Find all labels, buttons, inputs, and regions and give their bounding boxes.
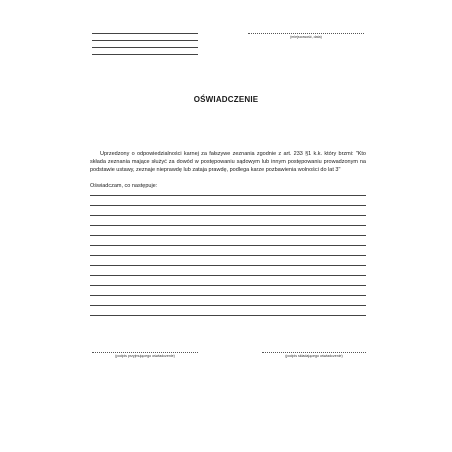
signature-right-caption: (podpis składającego oświadczenie) [285,354,343,358]
address-line [92,47,198,48]
statement-line[interactable] [90,215,366,216]
address-line [92,40,198,41]
statement-line[interactable] [90,295,366,296]
signature-right-line [262,352,366,353]
statement-line[interactable] [90,275,366,276]
statement-line[interactable] [90,205,366,206]
address-line [92,54,198,55]
statement-line[interactable] [90,285,366,286]
statement-line[interactable] [90,245,366,246]
place-date-caption: (miejscowość, data) [290,35,322,39]
address-line [92,33,198,34]
statement-line[interactable] [90,305,366,306]
statement-line[interactable] [90,315,366,316]
statement-line[interactable] [90,255,366,256]
document-title: OŚWIADCZENIE [193,95,259,104]
statement-line[interactable] [90,225,366,226]
legal-paragraph: Uprzedzony o odpowiedzialności karnej za fałszywe zeznania zgodnie z art. 233 §1 k.k. który brzmi: "Kto składa zeznania mające służyć za dowód w postępowaniu sądowym lub innym postępowaniu prowadzonym na podstawie ustawy, zeznaje nieprawdę lub zataja prawdę, podlega karze pozbawienia wolności do lat 3" [90,151,366,173]
statement-intro: Oświadczam, co następuje: [90,183,158,189]
signature-left-line [92,352,198,353]
statement-line[interactable] [90,265,366,266]
statement-line[interactable] [90,235,366,236]
place-date-line [248,33,364,34]
signature-left-caption: (podpis przyjmującego oświadczenie) [115,354,175,358]
statement-line[interactable] [90,195,366,196]
